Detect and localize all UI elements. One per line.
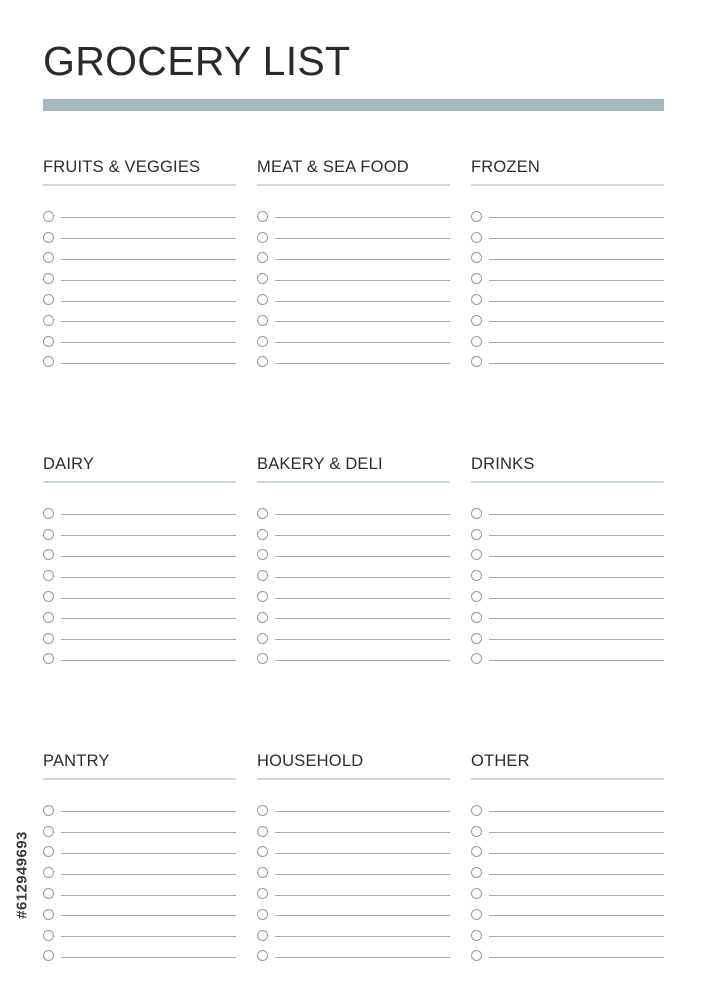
category-title: HOUSEHOLD bbox=[257, 752, 364, 770]
checkbox-circle-icon[interactable] bbox=[471, 653, 482, 664]
writing-line[interactable] bbox=[275, 618, 450, 619]
checkbox-circle-icon[interactable] bbox=[43, 529, 54, 540]
writing-line[interactable] bbox=[275, 895, 450, 896]
checkbox-circle-icon[interactable] bbox=[43, 232, 54, 243]
list-item[interactable] bbox=[257, 883, 450, 904]
writing-line[interactable] bbox=[489, 915, 664, 916]
writing-line[interactable] bbox=[489, 556, 664, 557]
writing-line[interactable] bbox=[61, 874, 236, 875]
checkbox-circle-icon[interactable] bbox=[257, 867, 268, 878]
writing-line[interactable] bbox=[61, 217, 236, 218]
list-item[interactable] bbox=[43, 821, 236, 842]
checkbox-circle-icon[interactable] bbox=[43, 846, 54, 857]
checkbox-circle-icon[interactable] bbox=[43, 211, 54, 222]
checkbox-circle-icon[interactable] bbox=[471, 356, 482, 367]
writing-line[interactable] bbox=[275, 301, 450, 302]
writing-line[interactable] bbox=[489, 321, 664, 322]
category-title: MEAT & SEA FOOD bbox=[257, 158, 409, 176]
writing-line[interactable] bbox=[275, 556, 450, 557]
writing-line[interactable] bbox=[275, 660, 450, 661]
writing-line[interactable] bbox=[275, 238, 450, 239]
writing-line[interactable] bbox=[61, 238, 236, 239]
checkbox-circle-icon[interactable] bbox=[43, 633, 54, 644]
item-list bbox=[43, 800, 236, 966]
writing-line[interactable] bbox=[489, 598, 664, 599]
category-title: FRUITS & VEGGIES bbox=[43, 158, 201, 176]
category-title: BAKERY & DELI bbox=[257, 455, 383, 473]
checkbox-circle-icon[interactable] bbox=[43, 294, 54, 305]
writing-line[interactable] bbox=[275, 280, 450, 281]
list-item[interactable] bbox=[471, 862, 664, 883]
category-frozen bbox=[471, 157, 664, 454]
list-item[interactable] bbox=[257, 862, 450, 883]
title-accent-bar bbox=[43, 99, 664, 111]
category-meat-seafood bbox=[257, 157, 450, 454]
list-item[interactable] bbox=[43, 248, 236, 269]
list-item[interactable] bbox=[257, 628, 450, 649]
checkbox-circle-icon[interactable] bbox=[257, 252, 268, 263]
checkbox-circle-icon[interactable] bbox=[257, 653, 268, 664]
list-item[interactable] bbox=[257, 607, 450, 628]
writing-line[interactable] bbox=[489, 895, 664, 896]
list-item[interactable] bbox=[257, 352, 450, 373]
checkbox-circle-icon[interactable] bbox=[257, 273, 268, 284]
writing-line[interactable] bbox=[275, 874, 450, 875]
list-item[interactable] bbox=[471, 607, 664, 628]
checkbox-circle-icon[interactable] bbox=[471, 211, 482, 222]
stock-id-text: #612949693 bbox=[13, 831, 31, 919]
item-list bbox=[43, 503, 236, 669]
checkbox-circle-icon[interactable] bbox=[257, 356, 268, 367]
checkbox-circle-icon[interactable] bbox=[471, 294, 482, 305]
list-item[interactable] bbox=[257, 310, 450, 331]
checkbox-circle-icon[interactable] bbox=[257, 950, 268, 961]
writing-line[interactable] bbox=[489, 342, 664, 343]
writing-line[interactable] bbox=[275, 915, 450, 916]
list-item[interactable] bbox=[43, 904, 236, 925]
writing-line[interactable] bbox=[275, 217, 450, 218]
list-item[interactable] bbox=[471, 227, 664, 248]
list-item[interactable] bbox=[471, 545, 664, 566]
checkbox-circle-icon[interactable] bbox=[257, 294, 268, 305]
writing-line[interactable] bbox=[275, 514, 450, 515]
checkbox-circle-icon[interactable] bbox=[257, 888, 268, 899]
checkbox-circle-icon[interactable] bbox=[43, 549, 54, 560]
checkbox-circle-icon[interactable] bbox=[43, 909, 54, 920]
writing-line[interactable] bbox=[489, 238, 664, 239]
item-list bbox=[471, 206, 664, 372]
writing-line[interactable] bbox=[489, 535, 664, 536]
category-title: OTHER bbox=[471, 752, 530, 770]
checkbox-circle-icon[interactable] bbox=[43, 591, 54, 602]
checkbox-circle-icon[interactable] bbox=[257, 591, 268, 602]
checkbox-circle-icon[interactable] bbox=[43, 805, 54, 816]
writing-line[interactable] bbox=[61, 811, 236, 812]
list-item[interactable] bbox=[43, 649, 236, 670]
item-list bbox=[257, 206, 450, 372]
list-item[interactable] bbox=[43, 289, 236, 310]
list-item[interactable] bbox=[471, 268, 664, 289]
writing-line[interactable] bbox=[61, 895, 236, 896]
checkbox-circle-icon[interactable] bbox=[471, 633, 482, 644]
checkbox-circle-icon[interactable] bbox=[43, 930, 54, 941]
checkbox-circle-icon[interactable] bbox=[471, 805, 482, 816]
writing-line[interactable] bbox=[489, 217, 664, 218]
checkbox-circle-icon[interactable] bbox=[257, 805, 268, 816]
writing-line[interactable] bbox=[61, 535, 236, 536]
category-underline bbox=[257, 481, 450, 483]
writing-line[interactable] bbox=[489, 832, 664, 833]
writing-line[interactable] bbox=[61, 301, 236, 302]
writing-line[interactable] bbox=[489, 957, 664, 958]
writing-line[interactable] bbox=[275, 853, 450, 854]
checkbox-circle-icon[interactable] bbox=[43, 888, 54, 899]
checkbox-circle-icon[interactable] bbox=[471, 846, 482, 857]
list-item[interactable] bbox=[43, 800, 236, 821]
writing-line[interactable] bbox=[61, 577, 236, 578]
item-list bbox=[471, 800, 664, 966]
checkbox-circle-icon[interactable] bbox=[257, 508, 268, 519]
category-underline bbox=[43, 778, 236, 780]
checkbox-circle-icon[interactable] bbox=[257, 315, 268, 326]
list-item[interactable] bbox=[43, 565, 236, 586]
list-item[interactable] bbox=[43, 586, 236, 607]
writing-line[interactable] bbox=[489, 660, 664, 661]
writing-line[interactable] bbox=[61, 556, 236, 557]
list-item[interactable] bbox=[257, 649, 450, 670]
checkbox-circle-icon[interactable] bbox=[257, 612, 268, 623]
checkbox-circle-icon[interactable] bbox=[471, 252, 482, 263]
list-item[interactable] bbox=[257, 206, 450, 227]
writing-line[interactable] bbox=[275, 832, 450, 833]
writing-line[interactable] bbox=[61, 342, 236, 343]
list-item[interactable] bbox=[257, 565, 450, 586]
list-item[interactable] bbox=[43, 607, 236, 628]
item-list bbox=[257, 800, 450, 966]
list-item[interactable] bbox=[257, 821, 450, 842]
list-item[interactable] bbox=[43, 227, 236, 248]
writing-line[interactable] bbox=[489, 514, 664, 515]
list-item[interactable] bbox=[471, 565, 664, 586]
writing-line[interactable] bbox=[489, 853, 664, 854]
writing-line[interactable] bbox=[489, 639, 664, 640]
writing-line[interactable] bbox=[275, 259, 450, 260]
category-bakery-deli bbox=[257, 454, 450, 751]
category-fruits-veggies bbox=[43, 157, 236, 454]
category-underline bbox=[257, 778, 450, 780]
writing-line[interactable] bbox=[489, 811, 664, 812]
checkbox-circle-icon[interactable] bbox=[471, 273, 482, 284]
writing-line[interactable] bbox=[61, 853, 236, 854]
category-household bbox=[257, 751, 450, 1000]
list-item[interactable] bbox=[471, 310, 664, 331]
stock-id-watermark bbox=[14, 760, 30, 990]
list-item[interactable] bbox=[471, 206, 664, 227]
list-item[interactable] bbox=[43, 310, 236, 331]
list-item[interactable] bbox=[43, 883, 236, 904]
checkbox-circle-icon[interactable] bbox=[471, 508, 482, 519]
checkbox-circle-icon[interactable] bbox=[471, 529, 482, 540]
writing-line[interactable] bbox=[489, 936, 664, 937]
checkbox-circle-icon[interactable] bbox=[471, 909, 482, 920]
list-item[interactable] bbox=[43, 946, 236, 967]
checkbox-circle-icon[interactable] bbox=[471, 315, 482, 326]
checkbox-circle-icon[interactable] bbox=[257, 846, 268, 857]
checkbox-circle-icon[interactable] bbox=[471, 570, 482, 581]
category-title: PANTRY bbox=[43, 752, 110, 770]
list-item[interactable] bbox=[257, 545, 450, 566]
writing-line[interactable] bbox=[275, 342, 450, 343]
list-item[interactable] bbox=[471, 331, 664, 352]
list-item[interactable] bbox=[471, 946, 664, 967]
list-item[interactable] bbox=[43, 842, 236, 863]
writing-line[interactable] bbox=[61, 598, 236, 599]
list-item[interactable] bbox=[471, 925, 664, 946]
checkbox-circle-icon[interactable] bbox=[471, 867, 482, 878]
list-item[interactable] bbox=[471, 649, 664, 670]
writing-line[interactable] bbox=[489, 301, 664, 302]
writing-line[interactable] bbox=[275, 535, 450, 536]
category-title: DAIRY bbox=[43, 455, 95, 473]
list-item[interactable] bbox=[257, 586, 450, 607]
checkbox-circle-icon[interactable] bbox=[43, 950, 54, 961]
checkbox-circle-icon[interactable] bbox=[43, 508, 54, 519]
writing-line[interactable] bbox=[61, 363, 236, 364]
list-item[interactable] bbox=[471, 289, 664, 310]
checkbox-circle-icon[interactable] bbox=[257, 549, 268, 560]
writing-line[interactable] bbox=[61, 957, 236, 958]
checkbox-circle-icon[interactable] bbox=[471, 591, 482, 602]
page-title: GROCERY LIST bbox=[43, 38, 351, 84]
list-item[interactable] bbox=[471, 821, 664, 842]
item-list bbox=[471, 503, 664, 669]
writing-line[interactable] bbox=[275, 363, 450, 364]
checkbox-circle-icon[interactable] bbox=[257, 570, 268, 581]
writing-line[interactable] bbox=[275, 577, 450, 578]
list-item[interactable] bbox=[43, 862, 236, 883]
category-underline bbox=[471, 481, 664, 483]
writing-line[interactable] bbox=[489, 577, 664, 578]
list-item[interactable] bbox=[471, 904, 664, 925]
list-item[interactable] bbox=[257, 925, 450, 946]
checkbox-circle-icon[interactable] bbox=[471, 612, 482, 623]
list-item[interactable] bbox=[471, 628, 664, 649]
list-item[interactable] bbox=[257, 289, 450, 310]
checkbox-circle-icon[interactable] bbox=[471, 888, 482, 899]
checkbox-circle-icon[interactable] bbox=[257, 909, 268, 920]
category-drinks bbox=[471, 454, 664, 751]
category-title: DRINKS bbox=[471, 455, 535, 473]
writing-line[interactable] bbox=[489, 363, 664, 364]
writing-line[interactable] bbox=[275, 936, 450, 937]
writing-line[interactable] bbox=[489, 618, 664, 619]
checkbox-circle-icon[interactable] bbox=[257, 336, 268, 347]
checkbox-circle-icon[interactable] bbox=[43, 252, 54, 263]
writing-line[interactable] bbox=[489, 259, 664, 260]
checkbox-circle-icon[interactable] bbox=[257, 826, 268, 837]
item-list bbox=[43, 206, 236, 372]
writing-line[interactable] bbox=[489, 874, 664, 875]
list-item[interactable] bbox=[257, 248, 450, 269]
writing-line[interactable] bbox=[61, 514, 236, 515]
checkbox-circle-icon[interactable] bbox=[471, 336, 482, 347]
category-other bbox=[471, 751, 664, 1000]
writing-line[interactable] bbox=[61, 936, 236, 937]
writing-line[interactable] bbox=[275, 598, 450, 599]
checkbox-circle-icon[interactable] bbox=[471, 232, 482, 243]
checkbox-circle-icon[interactable] bbox=[43, 336, 54, 347]
category-dairy bbox=[43, 454, 236, 751]
writing-line[interactable] bbox=[61, 321, 236, 322]
list-item[interactable] bbox=[43, 503, 236, 524]
item-list bbox=[257, 503, 450, 669]
checkbox-circle-icon[interactable] bbox=[257, 529, 268, 540]
category-underline bbox=[471, 184, 664, 186]
writing-line[interactable] bbox=[275, 321, 450, 322]
list-item[interactable] bbox=[471, 883, 664, 904]
list-item[interactable] bbox=[471, 503, 664, 524]
category-underline bbox=[43, 184, 236, 186]
list-item[interactable] bbox=[257, 524, 450, 545]
checkbox-circle-icon[interactable] bbox=[43, 356, 54, 367]
list-item[interactable] bbox=[43, 628, 236, 649]
list-item[interactable] bbox=[257, 268, 450, 289]
checkbox-circle-icon[interactable] bbox=[257, 232, 268, 243]
list-item[interactable] bbox=[471, 842, 664, 863]
checkbox-circle-icon[interactable] bbox=[471, 826, 482, 837]
writing-line[interactable] bbox=[61, 832, 236, 833]
writing-line[interactable] bbox=[61, 259, 236, 260]
checkbox-circle-icon[interactable] bbox=[43, 612, 54, 623]
category-underline bbox=[257, 184, 450, 186]
writing-line[interactable] bbox=[275, 811, 450, 812]
list-item[interactable] bbox=[43, 524, 236, 545]
writing-line[interactable] bbox=[61, 639, 236, 640]
list-item[interactable] bbox=[43, 545, 236, 566]
list-item[interactable] bbox=[43, 331, 236, 352]
list-item[interactable] bbox=[471, 800, 664, 821]
writing-line[interactable] bbox=[61, 618, 236, 619]
list-item[interactable] bbox=[471, 586, 664, 607]
checkbox-circle-icon[interactable] bbox=[43, 570, 54, 581]
checkbox-circle-icon[interactable] bbox=[257, 930, 268, 941]
list-item[interactable] bbox=[257, 904, 450, 925]
writing-line[interactable] bbox=[489, 280, 664, 281]
list-item[interactable] bbox=[43, 925, 236, 946]
list-item[interactable] bbox=[257, 227, 450, 248]
list-item[interactable] bbox=[471, 352, 664, 373]
checkbox-circle-icon[interactable] bbox=[257, 211, 268, 222]
list-item[interactable] bbox=[43, 206, 236, 227]
list-item[interactable] bbox=[257, 503, 450, 524]
checkbox-circle-icon[interactable] bbox=[43, 315, 54, 326]
list-item[interactable] bbox=[257, 800, 450, 821]
writing-line[interactable] bbox=[61, 915, 236, 916]
list-item[interactable] bbox=[257, 331, 450, 352]
writing-line[interactable] bbox=[275, 957, 450, 958]
category-title: FROZEN bbox=[471, 158, 541, 176]
list-item[interactable] bbox=[43, 352, 236, 373]
checkbox-circle-icon[interactable] bbox=[43, 867, 54, 878]
checkbox-circle-icon[interactable] bbox=[471, 950, 482, 961]
category-underline bbox=[43, 481, 236, 483]
category-underline bbox=[471, 778, 664, 780]
checkbox-circle-icon[interactable] bbox=[43, 273, 54, 284]
category-grid bbox=[43, 157, 664, 1000]
writing-line[interactable] bbox=[61, 280, 236, 281]
list-item[interactable] bbox=[471, 524, 664, 545]
list-item[interactable] bbox=[257, 842, 450, 863]
checkbox-circle-icon[interactable] bbox=[257, 633, 268, 644]
writing-line[interactable] bbox=[61, 660, 236, 661]
checkbox-circle-icon[interactable] bbox=[43, 653, 54, 664]
list-item[interactable] bbox=[257, 946, 450, 967]
writing-line[interactable] bbox=[275, 639, 450, 640]
list-item[interactable] bbox=[471, 248, 664, 269]
checkbox-circle-icon[interactable] bbox=[43, 826, 54, 837]
checkbox-circle-icon[interactable] bbox=[471, 549, 482, 560]
list-item[interactable] bbox=[43, 268, 236, 289]
checkbox-circle-icon[interactable] bbox=[471, 930, 482, 941]
category-pantry bbox=[43, 751, 236, 1000]
